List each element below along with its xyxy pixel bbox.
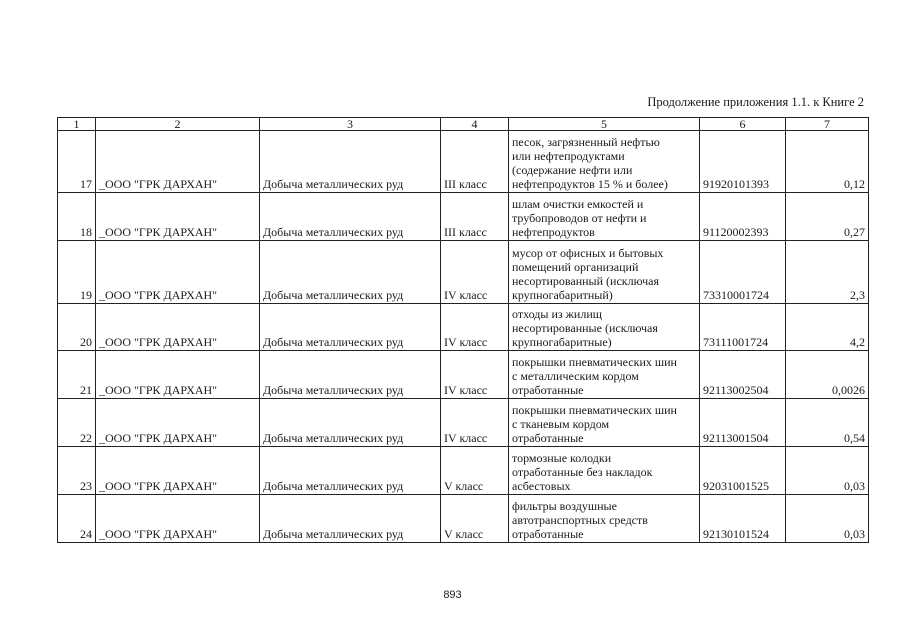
organization-cell: _ООО "ГРК ДАРХАН" (96, 193, 260, 241)
quantity-cell: 0,03 (786, 495, 869, 543)
waste-name-line: или нефтепродуктами (512, 149, 625, 163)
row-number: 20 (58, 304, 96, 351)
table-row (58, 193, 869, 241)
table-row (58, 351, 869, 399)
column-header: 6 (700, 118, 786, 131)
waste-name-line: с тканевым кордом (512, 417, 610, 431)
column-header: 3 (260, 118, 441, 131)
waste-name-line: песок, загрязненный нефтью (512, 135, 660, 149)
waste-name-cell (509, 447, 700, 495)
activity-cell: Добыча металлических руд (260, 495, 441, 543)
waste-code-cell: 92113002504 (700, 351, 786, 399)
quantity-cell: 0,12 (786, 131, 869, 193)
waste-code-cell: 92130101524 (700, 495, 786, 543)
quantity-cell: 4,2 (786, 304, 869, 351)
waste-name-line: шлам очистки емкостей и (512, 197, 644, 211)
organization-cell: _ООО "ГРК ДАРХАН" (96, 304, 260, 351)
organization-cell: _ООО "ГРК ДАРХАН" (96, 399, 260, 447)
waste-name-line: отработанные (512, 383, 584, 397)
waste-name-line: тормозные колодки (512, 451, 612, 465)
waste-name-line: несортированные (исключая (512, 321, 658, 335)
waste-name-line: нефтепродуктов 15 % и более) (512, 177, 668, 191)
page-number: 893 (443, 589, 462, 601)
column-header: 2 (96, 118, 260, 131)
waste-code-cell: 91120002393 (700, 193, 786, 241)
hazard-class-cell: IV класс (441, 304, 509, 351)
table-row (58, 241, 869, 304)
hazard-class-cell: IV класс (441, 241, 509, 304)
row-number: 22 (58, 399, 96, 447)
table-row (58, 495, 869, 543)
waste-name-line: несортированный (исключая (512, 274, 659, 288)
waste-name-cell (509, 304, 700, 351)
activity-cell: Добыча металлических руд (260, 241, 441, 304)
waste-code-cell: 73310001724 (700, 241, 786, 304)
column-header: 5 (509, 118, 700, 131)
waste-name-line: покрышки пневматических шин (512, 403, 677, 417)
continuation-header: Продолжение приложения 1.1. к Книге 2 (647, 95, 864, 109)
waste-code-cell: 91920101393 (700, 131, 786, 193)
waste-name-line: асбестовых (512, 479, 571, 493)
organization-cell: _ООО "ГРК ДАРХАН" (96, 131, 260, 193)
waste-name-line: (содержание нефти или (512, 163, 633, 177)
waste-name-line: крупногабаритный) (512, 288, 613, 302)
waste-name-line: отработанные без накладок (512, 465, 653, 479)
quantity-cell: 0,03 (786, 447, 869, 495)
waste-name-cell (509, 495, 700, 543)
waste-name-line: отходы из жилищ (512, 307, 602, 321)
organization-cell: _ООО "ГРК ДАРХАН" (96, 351, 260, 399)
waste-name-line: отработанные (512, 527, 584, 541)
waste-name-line: отработанные (512, 431, 584, 445)
quantity-cell: 0,54 (786, 399, 869, 447)
waste-code-cell: 92031001525 (700, 447, 786, 495)
column-number-row (58, 118, 869, 131)
waste-name-line: с металлическим кордом (512, 369, 639, 383)
waste-name-cell (509, 193, 700, 241)
waste-name-line: крупногабаритные) (512, 335, 612, 349)
row-number: 23 (58, 447, 96, 495)
column-header: 4 (441, 118, 509, 131)
hazard-class-cell: III класс (441, 193, 509, 241)
waste-name-line: покрышки пневматических шин (512, 355, 677, 369)
activity-cell: Добыча металлических руд (260, 304, 441, 351)
quantity-cell: 0,27 (786, 193, 869, 241)
waste-name-cell (509, 241, 700, 304)
table-row (58, 131, 869, 193)
table-row (58, 304, 869, 351)
hazard-class-cell: IV класс (441, 351, 509, 399)
row-number: 18 (58, 193, 96, 241)
waste-name-line: трубопроводов от нефти и (512, 211, 647, 225)
hazard-class-cell: III класс (441, 131, 509, 193)
waste-name-cell (509, 399, 700, 447)
row-number: 19 (58, 241, 96, 304)
quantity-cell: 0,0026 (786, 351, 869, 399)
activity-cell: Добыча металлических руд (260, 351, 441, 399)
waste-name-line: автотранспортных средств (512, 513, 648, 527)
activity-cell: Добыча металлических руд (260, 131, 441, 193)
row-number: 24 (58, 495, 96, 543)
organization-cell: _ООО "ГРК ДАРХАН" (96, 495, 260, 543)
activity-cell: Добыча металлических руд (260, 193, 441, 241)
waste-name-line: фильтры воздушные (512, 499, 617, 513)
table-row (58, 447, 869, 495)
waste-name-line: нефтепродуктов (512, 225, 595, 239)
waste-name-cell (509, 131, 700, 193)
activity-cell: Добыча металлических руд (260, 399, 441, 447)
column-header: 1 (58, 118, 96, 131)
waste-name-cell (509, 351, 700, 399)
organization-cell: _ООО "ГРК ДАРХАН" (96, 241, 260, 304)
column-header: 7 (786, 118, 869, 131)
hazard-class-cell: V класс (441, 447, 509, 495)
waste-name-line: помещений организаций (512, 260, 639, 274)
hazard-class-cell: IV класс (441, 399, 509, 447)
row-number: 17 (58, 131, 96, 193)
table-row (58, 399, 869, 447)
waste-code-cell: 73111001724 (700, 304, 786, 351)
hazard-class-cell: V класс (441, 495, 509, 543)
activity-cell: Добыча металлических руд (260, 447, 441, 495)
quantity-cell: 2,3 (786, 241, 869, 304)
waste-code-cell: 92113001504 (700, 399, 786, 447)
waste-name-line: мусор от офисных и бытовых (512, 246, 664, 260)
row-number: 21 (58, 351, 96, 399)
waste-table (57, 117, 869, 543)
organization-cell: _ООО "ГРК ДАРХАН" (96, 447, 260, 495)
